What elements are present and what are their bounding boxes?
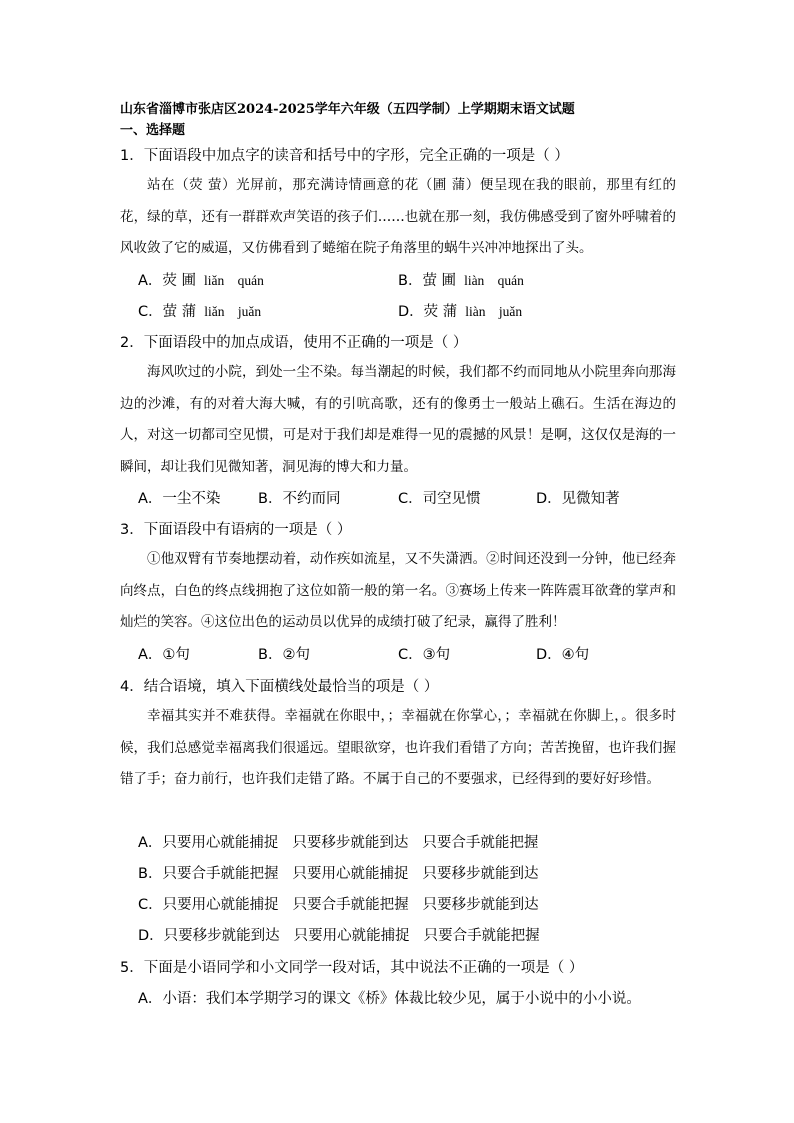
q4-option-d	[138, 924, 540, 945]
q3-option-d: D．④句	[536, 647, 590, 663]
q1-option-d-pinyin: liàn juǎn	[465, 304, 523, 319]
q4-option-a-part-1: A．只要用心就能捕捉	[138, 835, 279, 851]
q4-option-b-part-2: 只要用心就能捕捉	[292, 866, 409, 882]
question-3-stem: 3．下面语段中有语病的一项是（ ）	[120, 522, 352, 538]
q4-option-c-part-1: C．只要用心就能捕捉	[138, 897, 279, 913]
question-5-stem: 5．下面是小语同学和小文同学一段对话，其中说法不正确的一项是（ ）	[120, 960, 584, 976]
q2-option-b: B．不约而同	[258, 491, 341, 507]
q1-option-a-pinyin: liǎn quán	[204, 273, 264, 288]
exam-title: 山东省淄博市张店区2024-2025学年六年级（五四学制）上学期期末语文试题	[120, 102, 575, 117]
q4-option-c-part-2: 只要合手就能把握	[292, 897, 409, 913]
q4-option-d-part-3: 只要合手就能把握	[423, 928, 540, 944]
q4-option-b-part-1: B．只要合手就能把握	[138, 866, 279, 882]
q4-option-a	[138, 831, 538, 852]
q4-option-d-part-1: D．只要移步就能到达	[138, 928, 280, 944]
q5-option-a: A．小语：我们本学期学习的课文《桥》体裁比较少见，属于小说中的小小说。	[138, 991, 641, 1007]
q1-option-d	[398, 300, 522, 321]
question-2-stem: 2．下面语段中的加点成语，使用不正确的一项是（ ）	[120, 335, 468, 351]
question-4-passage: 幸福其实并不难获得。幸福就在你眼中，；幸福就在你掌心，；幸福就在你脚上，。很多时候，我们总感觉幸福离我们很遥远。望眼欲穿，也许我们看错了方向；苦苦挽留，也许我们握错了手；奋力前行，也许我们走错了路。不属于自己的不要强求，已经得到的要好好珍惜。	[120, 708, 676, 787]
question-2-passage: 海风吹过的小院，到处一尘不染。每当潮起的时候，我们都不约而同地从小院里奔向那海边的沙滩，有的对着大海大喊，有的引吭高歌，还有的像勇士一般站上礁石。生活在海边的人，对这一切都司空见惯，可是对于我们却是难得一见的震撼的风景！是啊，这仅仅是海的一瞬间，却让我们见微知著，洞见海的博大和力量。	[120, 364, 676, 475]
q4-option-b	[138, 862, 538, 883]
q2-option-c: C．司空见惯	[398, 491, 481, 507]
question-4-stem: 4．结合语境，填入下面横线处最恰当的项是（ ）	[120, 679, 439, 695]
q1-option-b-pinyin: liàn quán	[464, 273, 524, 288]
q2-option-d: D．见微知著	[536, 491, 620, 507]
q4-option-b-part-3: 只要移步就能到达	[422, 866, 539, 882]
section-heading: 一、选择题	[120, 123, 186, 138]
q1-option-a-label: A．荧 圃	[138, 273, 197, 289]
q1-option-c	[138, 300, 261, 321]
q3-option-a: A．①句	[138, 647, 190, 663]
q4-option-d-part-2: 只要用心就能捕捉	[293, 928, 410, 944]
q2-option-a: A．一尘不染	[138, 491, 221, 507]
question-1-stem: 1．下面语段中加点字的读音和括号中的字形，完全正确的一项是（ ）	[120, 148, 569, 164]
q3-option-b: B．②句	[258, 647, 310, 663]
q1-option-a	[138, 269, 264, 290]
q4-option-a-part-3: 只要合手就能把握	[422, 835, 539, 851]
q4-option-c-part-3: 只要移步就能到达	[422, 897, 539, 913]
q1-option-c-pinyin: liǎn juǎn	[204, 304, 262, 319]
q4-option-a-part-2: 只要移步就能到达	[292, 835, 409, 851]
q1-option-d-label: D．荧 蒲	[398, 304, 458, 320]
q1-option-b-label: B．萤 圃	[398, 273, 457, 289]
q4-option-c	[138, 893, 539, 914]
q1-option-c-label: C．萤 蒲	[138, 304, 197, 320]
q3-option-c: C．③句	[398, 647, 451, 663]
q1-option-b	[398, 269, 524, 290]
question-1-passage: 站在（荧 萤）光屏前，那充满诗情画意的花（圃 蒲）便呈现在我的眼前，那里有红的花，绿的草，还有一群群欢声笑语的孩子们……也就在那一刻，我仿佛感受到了窗外呼啸着的风收敛了它的威逼，又仿佛看到了蜷缩在院子角落里的蜗牛兴冲冲地探出了头。	[120, 177, 676, 256]
question-3-passage: ①他双臂有节奏地摆动着，动作疾如流星，又不失潇洒。②时间还没到一分钟，他已经奔向终点，白色的终点线拥抱了这位如箭一般的第一名。③赛场上传来一阵阵震耳欲聋的掌声和灿烂的笑容。④这位出色的运动员以优异的成绩打破了纪录，赢得了胜利！	[120, 551, 676, 630]
